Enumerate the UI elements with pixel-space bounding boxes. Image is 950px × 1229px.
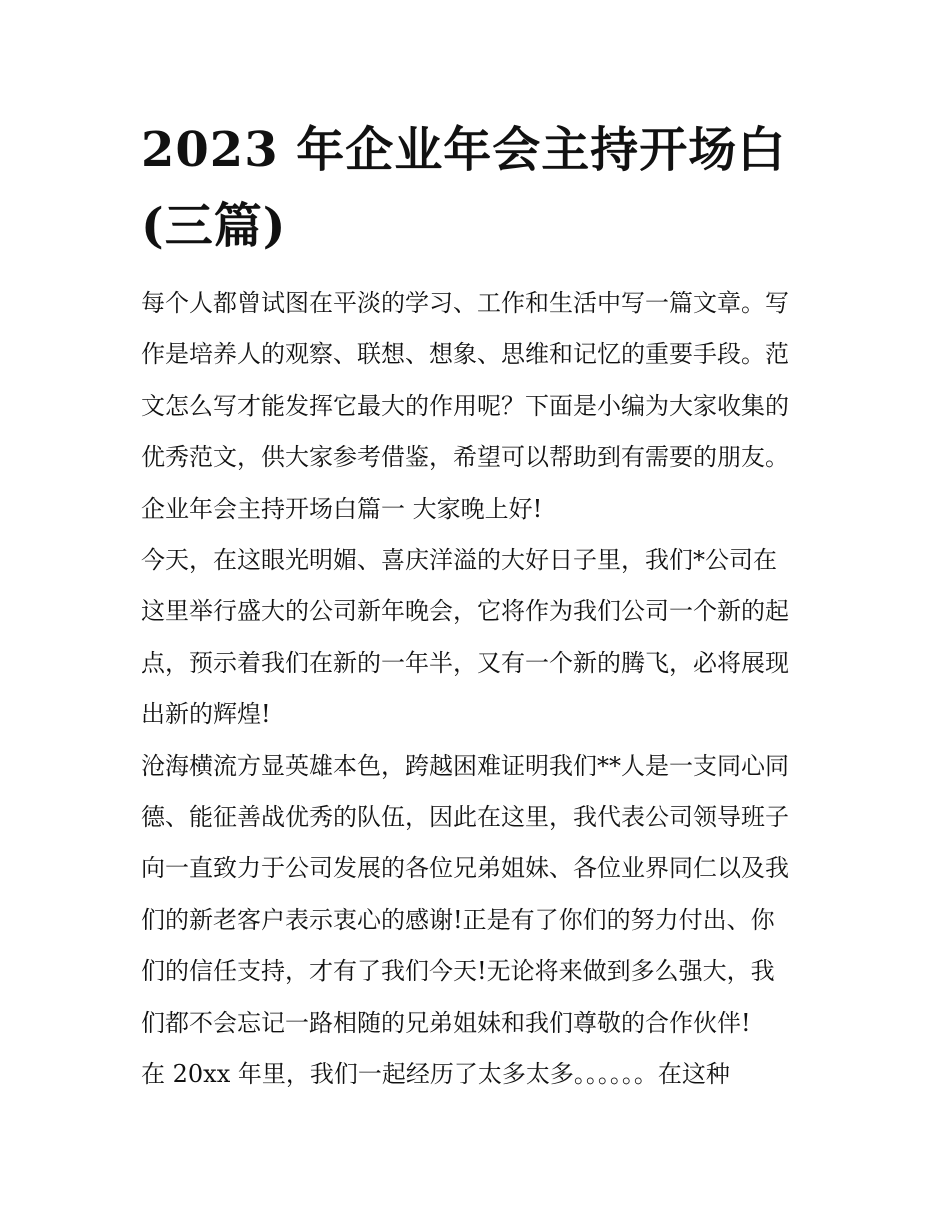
body-line: 沧海横流方显英雄本色，跨越困难证明我们**人是一支同心同 — [141, 751, 789, 780]
document-body — [141, 278, 813, 1101]
body-line: 点，预示着我们在新的一年半，又有一个新的腾飞，必将展现 — [141, 648, 789, 677]
title-line-2: (三篇) — [141, 198, 287, 254]
body-line: 们的新老客户表示衷心的感谢!正是有了你们的努力付出、你 — [141, 905, 775, 934]
body-line: 每个人都曾试图在平淡的学习、工作和生活中写一篇文章。写 — [141, 289, 789, 317]
body-line: 们的信任支持，才有了我们今天!无论将来做到多么强大，我 — [141, 957, 775, 986]
body-line: 优秀范文，供大家参考借鉴，希望可以帮助到有需要的朋友。 — [141, 443, 789, 472]
document-title — [141, 112, 813, 264]
title-line-1: 2023 年企业年会主持开场白 — [141, 122, 787, 178]
body-line: 今天，在这眼光明媚、喜庆洋溢的大好日子里，我们*公司在 — [141, 546, 777, 575]
body-line: 德、能征善战优秀的队伍，因此在这里，我代表公司领导班子 — [141, 803, 789, 832]
document-page — [141, 112, 813, 1101]
body-line: 这里举行盛大的公司新年晚会，它将作为我们公司一个新的起 — [141, 597, 789, 626]
body-line: 向一直致力于公司发展的各位兄弟姐妹、各位业界同仁以及我 — [141, 854, 789, 883]
body-line: 文怎么写才能发挥它最大的作用呢？下面是小编为大家收集的 — [141, 391, 789, 420]
body-line: 作是培养人的观察、联想、想象、思维和记忆的重要手段。范 — [141, 340, 789, 369]
body-line: 出新的辉煌! — [141, 700, 271, 729]
body-line: 们都不会忘记一路相随的兄弟姐妹和我们尊敬的合作伙伴! — [141, 1008, 751, 1037]
body-line: 在 20xx 年里，我们一起经历了太多太多。。。。。。在这种 — [141, 1060, 730, 1089]
body-line: 企业年会主持开场白篇一 大家晚上好! — [141, 494, 543, 523]
